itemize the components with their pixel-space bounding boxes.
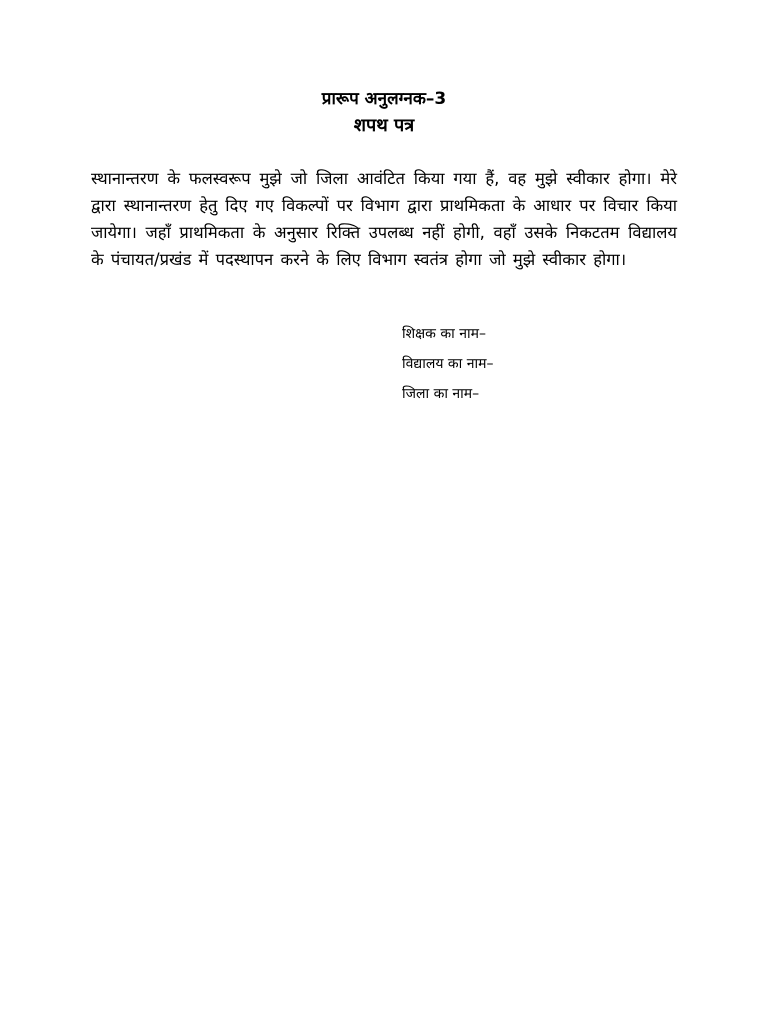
affidavit-title: शपथ पत्र [353, 115, 415, 136]
affidavit-body-paragraph: स्थानान्तरण के फलस्वरूप मुझे जो जिला आवंटित किया गया हैं, वह मुझे स्वीकार होगा। मेरे द्वारा स्थानान्तरण हेतु दिए गए विकल्पों पर विभाग द्वारा प्राथमिकता के आधार पर विचार किया जायेगा। जहाँ प्राथमिकता के अनुसार रिक्ति उपलब्ध नहीं होगी, वहाँ उसके निकटतम विद्यालय के पंचायत/प्रखंड में पदस्थापन करने के लिए विभाग स्वतंत्र होगा जो मुझे स्वीकार होगा। [91, 169, 677, 269]
school-name-field: विद्यालय का नाम– [402, 356, 494, 372]
signature-fields [402, 326, 494, 416]
district-name-field: जिला का नाम– [402, 386, 480, 402]
teacher-name-field: शिक्षक का नाम– [402, 326, 486, 342]
annex-title: प्रारूप अनुलग्नक–3 [321, 89, 447, 109]
